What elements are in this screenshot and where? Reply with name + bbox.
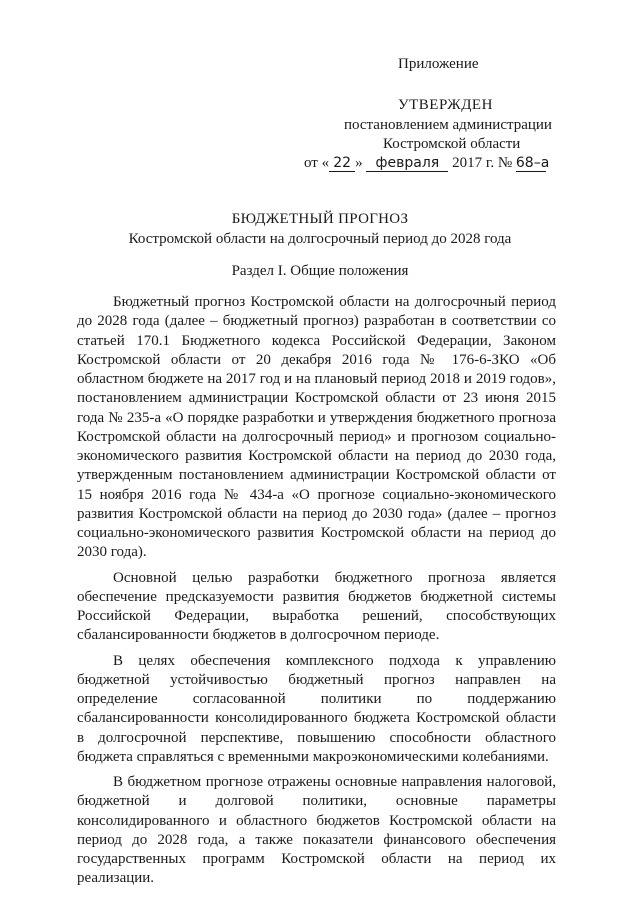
paragraph: Основной целью разработки бюджетного прогноза является обеспечение предсказуемости развития бюджетов бюджетной системы Российской Федерации, выработка решений, способствующих сбалансированности бюджетов в долгосрочном периоде.	[77, 569, 556, 644]
date-mid: »	[355, 155, 363, 171]
date-year: 2017 г. №	[452, 155, 513, 171]
document-subtitle: Костромской области на долгосрочный период до 2028 года	[128, 231, 512, 247]
approved-by-line: постановлением администрации	[344, 117, 552, 133]
document-title: БЮДЖЕТНЫЙ ПРОГНОЗ	[231, 211, 409, 227]
document-body	[77, 293, 556, 895]
paragraph: В целях обеспечения комплексного подхода к управлению бюджетной устойчивостью бюджетный прогноз направлен на определение согласованной политики по поддержанию сбалансированности консолидированного бюджета Костромской области в долгосрочной перспективе, повышению способности областного бюджета справляться с временными макроэкономическими колебаниями.	[77, 652, 556, 765]
appendix-label: Приложение	[398, 56, 479, 72]
approval-date-line	[304, 155, 550, 172]
approved-heading: УТВЕРЖДЕН	[398, 97, 493, 113]
approved-region-line: Костромской области	[383, 136, 521, 152]
date-prefix: от «	[304, 155, 330, 171]
paragraph: В бюджетном прогнозе отражены основные направления налоговой, бюджетной и долговой политики, основные параметры консолидированного и областного бюджетов Костромской области на период до 2028 года, а также показатели финансового обеспечения государственных программ Костромской области на период их реализации.	[77, 774, 556, 887]
date-month: февраля	[366, 155, 448, 172]
section-heading: Раздел I. Общие положения	[231, 263, 409, 279]
date-day: 22	[329, 155, 355, 172]
paragraph: Бюджетный прогноз Костромской области на долгосрочный период до 2028 года (далее – бюджетный прогноз) разработан в соответствии со статьей 170.1 Бюджетного кодекса Российской Федерации, Законом Костромской области от 20 декабря 2016 года № 176-6-ЗКО «Об областном бюджете на 2017 год и на плановый период 2018 и 2019 годов», постановлением администрации Костромской области от 23 июня 2015 года № 235-а «О порядке разработки и утверждения бюджетного прогноза Костромской области на долгосрочный период» и прогнозом социально-экономического развития Костромской области на период до 2030 года, утвержденным постановлением администрации Костромской области от 15 ноября 2016 года № 434-а «О прогнозе социально-экономического развития Костромской области на период до 2030 года» (далее – прогноз социально-экономического развития Костромской области на период до 2030 года).	[77, 294, 556, 561]
decree-number: 68–а	[515, 155, 550, 171]
